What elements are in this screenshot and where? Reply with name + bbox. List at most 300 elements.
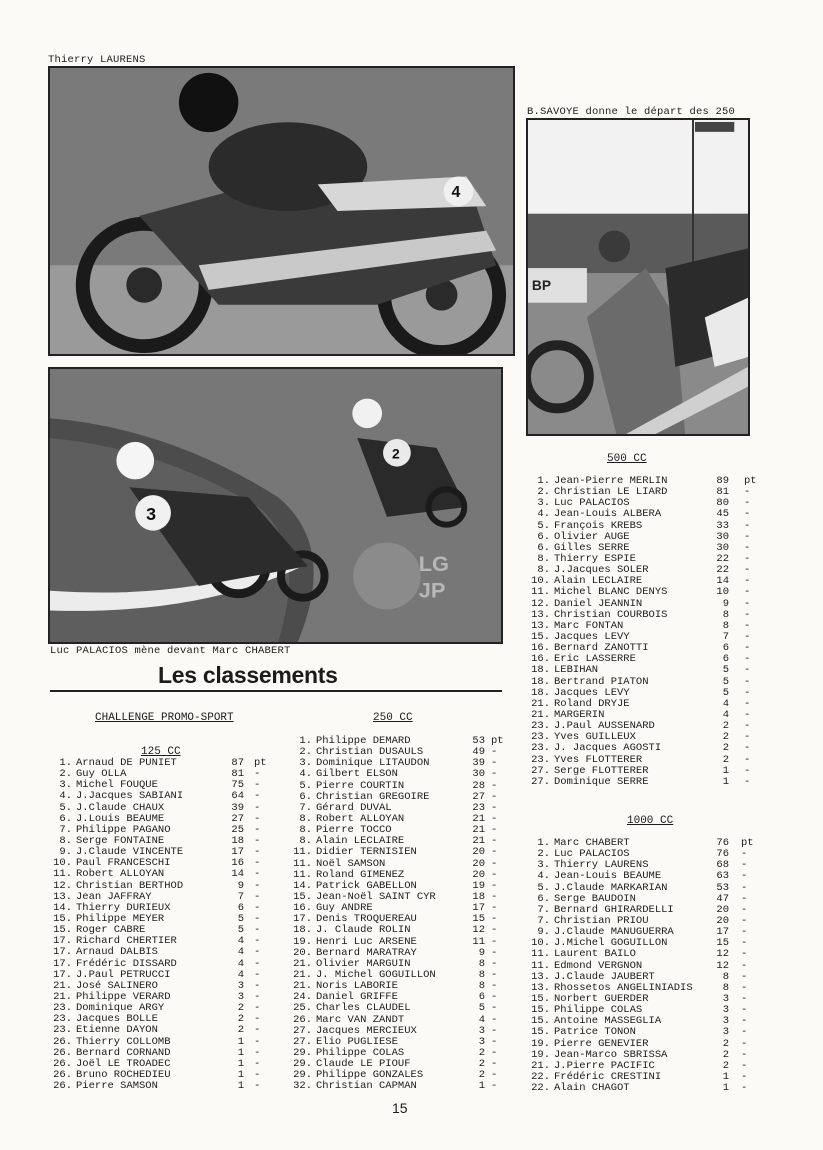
points-cell: 3 — [237, 990, 244, 1003]
unit-cell: - — [741, 859, 748, 872]
unit-cell: - — [254, 990, 261, 1003]
table-row — [526, 755, 754, 766]
points-cell: 76 — [716, 848, 729, 861]
points-cell: 22 — [716, 552, 729, 565]
unit-cell: - — [254, 912, 261, 925]
name-cell: Daniel GRIFFE — [316, 991, 398, 1004]
unit-cell: pt — [491, 735, 504, 747]
rank-cell: 7. — [537, 914, 550, 927]
race-number-4: 4 — [451, 184, 461, 202]
points-cell: 4 — [478, 1013, 485, 1026]
points-cell: 27 — [472, 790, 485, 803]
unit-cell: - — [254, 857, 261, 870]
unit-cell: - — [741, 948, 748, 961]
points-cell: 80 — [716, 497, 729, 510]
points-cell: 5 — [237, 912, 244, 925]
table-row — [288, 769, 506, 780]
name-cell: Guy OLLA — [76, 768, 127, 781]
name-cell: J.Pierre PACIFIC — [554, 1059, 655, 1072]
points-cell: 3 — [722, 1015, 729, 1028]
points-cell: 6 — [478, 991, 485, 1004]
unit-cell: - — [254, 823, 261, 836]
rank-cell: 13. — [531, 981, 550, 994]
unit-cell: - — [744, 775, 751, 788]
unit-cell: - — [254, 1024, 261, 1037]
unit-cell: - — [744, 642, 751, 655]
unit-cell: - — [741, 1004, 748, 1017]
points-cell: 3 — [722, 1004, 729, 1017]
unit-cell: - — [741, 1048, 748, 1061]
unit-cell: - — [741, 959, 748, 972]
table-row — [288, 1015, 506, 1026]
unit-cell: - — [254, 1046, 261, 1059]
unit-cell: - — [491, 890, 498, 903]
unit-cell: - — [491, 1013, 498, 1026]
name-cell: Robert ALLOYAN — [76, 868, 165, 881]
rank-cell: 17. — [53, 957, 72, 970]
results-list-1000cc — [526, 838, 754, 1094]
points-cell: 17 — [472, 902, 485, 915]
unit-cell: - — [744, 664, 751, 677]
unit-cell: - — [744, 564, 751, 577]
unit-cell: - — [254, 946, 261, 959]
points-cell: 21 — [472, 835, 485, 848]
points-cell: 3 — [237, 979, 244, 992]
points-cell: 9 — [478, 946, 485, 959]
unit-cell: - — [741, 1037, 748, 1050]
points-cell: 8 — [478, 968, 485, 981]
name-cell: Philippe VERARD — [76, 990, 171, 1003]
unit-cell: - — [491, 924, 498, 937]
name-cell: Thierry ESPIE — [554, 552, 636, 565]
points-cell: 20 — [472, 846, 485, 859]
unit-cell: - — [254, 812, 261, 825]
name-cell: Bruno ROCHEDIEU — [76, 1068, 171, 1081]
name-cell: Bernard CORNAND — [76, 1046, 171, 1059]
results-list-250cc — [288, 736, 506, 1093]
points-cell: 20 — [716, 914, 729, 927]
rank-cell: 23. — [531, 720, 550, 733]
name-cell: Alain LECLAIRE — [316, 835, 405, 848]
points-cell: 25 — [231, 823, 244, 836]
unit-cell: - — [491, 980, 498, 993]
unit-cell: - — [254, 1013, 261, 1026]
unit-cell: - — [744, 552, 751, 565]
unit-cell: - — [741, 970, 748, 983]
unit-cell: pt — [254, 757, 267, 769]
name-cell: J.Michel GOGUILLON — [554, 937, 668, 950]
rank-cell: 9. — [59, 846, 72, 859]
name-cell: J.Jacques SOLER — [554, 564, 649, 577]
unit-cell: - — [491, 1080, 498, 1093]
points-cell: 1 — [237, 1057, 244, 1070]
name-cell: Serge BAUDOIN — [554, 892, 636, 905]
rank-cell: 1. — [537, 837, 550, 849]
unit-cell: - — [491, 1024, 498, 1037]
points-cell: 6 — [722, 642, 729, 655]
heading-125cc: 125 CC — [141, 746, 181, 758]
points-cell: 14 — [716, 575, 729, 588]
unit-cell: - — [254, 890, 261, 903]
unit-cell: - — [744, 708, 751, 721]
unit-cell: - — [491, 868, 498, 881]
rank-cell: 21. — [531, 697, 550, 710]
unit-cell: - — [744, 586, 751, 599]
rank-cell: 16. — [531, 653, 550, 666]
rank-cell: 23. — [531, 742, 550, 755]
rank-cell: 15. — [531, 1004, 550, 1017]
points-cell: 12 — [716, 948, 729, 961]
unit-cell: - — [491, 779, 498, 792]
points-cell: 2 — [237, 1013, 244, 1026]
points-cell: 1 — [722, 775, 729, 788]
name-cell: Thierry LAURENS — [554, 859, 649, 872]
name-cell: J. Michel GOGUILLON — [316, 968, 436, 981]
points-cell: 5 — [722, 664, 729, 677]
name-cell: José SALINERO — [76, 979, 158, 992]
table-row — [48, 791, 268, 802]
rank-cell: 15. — [531, 992, 550, 1005]
name-cell: Philippe MEYER — [76, 912, 165, 925]
unit-cell: - — [741, 1026, 748, 1039]
points-cell: 33 — [716, 519, 729, 532]
rank-cell: 11. — [53, 868, 72, 881]
points-cell: 2 — [478, 1058, 485, 1071]
name-cell: Christian CAPMAN — [316, 1080, 417, 1093]
name-cell: Noël SAMSON — [316, 857, 386, 870]
rank-cell: 8. — [299, 835, 312, 848]
unit-cell: - — [744, 720, 751, 733]
rank-cell: 5. — [537, 881, 550, 894]
name-cell: Philippe PAGANO — [76, 823, 171, 836]
unit-cell: - — [744, 764, 751, 777]
unit-cell: - — [254, 801, 261, 814]
rank-cell: 27. — [293, 1035, 312, 1048]
unit-cell: - — [744, 697, 751, 710]
name-cell: J. Jacques AGOSTI — [554, 742, 662, 755]
page-title: Les classements — [158, 662, 338, 688]
unit-cell: - — [744, 731, 751, 744]
rank-cell: 2. — [537, 848, 550, 861]
rank-cell: 15. — [531, 1026, 550, 1039]
unit-cell: - — [491, 746, 498, 759]
unit-cell: - — [741, 926, 748, 939]
name-cell: Christian BERTHOD — [76, 879, 184, 892]
motorcycle-illustration — [50, 68, 513, 354]
name-cell: Pierre TOCCO — [316, 824, 392, 837]
name-cell: Olivier MARGUIN — [316, 957, 411, 970]
rank-cell: 19. — [293, 935, 312, 948]
rank-cell: 22. — [531, 1082, 550, 1095]
rank-cell: 17. — [293, 913, 312, 926]
table-row — [526, 777, 754, 788]
points-cell: 15 — [472, 913, 485, 926]
name-cell: Antoine MASSEGLIA — [554, 1015, 662, 1028]
name-cell: Elio PUGLIESE — [316, 1035, 398, 1048]
start-scene-illustration — [528, 120, 748, 434]
rank-cell: 17. — [53, 946, 72, 959]
table-row — [526, 871, 754, 882]
name-cell: Alain LECLAIRE — [554, 575, 643, 588]
name-cell: Etienne DAYON — [76, 1024, 158, 1037]
name-cell: Jean-Louis ALBERA — [554, 508, 662, 521]
rank-cell: 8. — [299, 824, 312, 837]
rank-cell: 3. — [299, 757, 312, 770]
rank-cell: 20. — [293, 946, 312, 959]
rank-cell: 1. — [299, 735, 312, 747]
rank-cell: 10. — [531, 575, 550, 588]
points-cell: 12 — [472, 924, 485, 937]
points-cell: 39 — [231, 801, 244, 814]
unit-cell: - — [741, 1082, 748, 1095]
unit-cell: - — [741, 848, 748, 861]
points-cell: 4 — [237, 957, 244, 970]
points-cell: 8 — [722, 970, 729, 983]
rank-cell: 26. — [53, 1080, 72, 1093]
heading-500cc: 500 CC — [607, 453, 647, 465]
rank-cell: 3. — [537, 859, 550, 872]
points-cell: 75 — [231, 779, 244, 792]
points-cell: 5 — [722, 675, 729, 688]
name-cell: J.Claude VINCENTE — [76, 846, 184, 859]
table-row — [526, 1039, 754, 1050]
unit-cell: - — [491, 946, 498, 959]
points-cell: 4 — [722, 697, 729, 710]
points-cell: 53 — [716, 881, 729, 894]
rank-cell: 4. — [299, 768, 312, 781]
points-cell: 17 — [716, 926, 729, 939]
points-cell: 1 — [722, 1082, 729, 1095]
unit-cell: - — [491, 879, 498, 892]
points-cell: 1 — [722, 764, 729, 777]
rank-cell: 8. — [537, 564, 550, 577]
points-cell: 4 — [237, 935, 244, 948]
points-cell: 2 — [722, 1059, 729, 1072]
rank-cell: 23. — [53, 1013, 72, 1026]
points-cell: 53 — [472, 735, 485, 747]
name-cell: Roger CABRE — [76, 924, 146, 937]
unit-cell: - — [254, 935, 261, 948]
name-cell: Jacques MERCIEUX — [316, 1024, 417, 1037]
unit-cell: - — [741, 892, 748, 905]
rank-cell: 27. — [293, 1024, 312, 1037]
rank-cell: 24. — [293, 991, 312, 1004]
name-cell: Denis TROQUEREAU — [316, 913, 417, 926]
points-cell: 19 — [472, 879, 485, 892]
unit-cell: - — [491, 1058, 498, 1071]
name-cell: J.Claude CHAUX — [76, 801, 165, 814]
unit-cell: - — [254, 1002, 261, 1015]
unit-cell: - — [741, 1059, 748, 1072]
unit-cell: - — [744, 753, 751, 766]
rank-cell: 21. — [531, 1059, 550, 1072]
name-cell: Philippe DEMARD — [316, 735, 411, 747]
rank-cell: 15. — [53, 912, 72, 925]
rank-cell: 1. — [59, 757, 72, 769]
name-cell: Daniel JEANNIN — [554, 597, 643, 610]
rank-cell: 29. — [293, 1058, 312, 1071]
table-row — [288, 937, 506, 948]
points-cell: 1 — [478, 1080, 485, 1093]
race-number-2: 2 — [391, 445, 400, 462]
rank-cell: 13. — [531, 608, 550, 621]
name-cell: Henri Luc ARSENE — [316, 935, 417, 948]
rank-cell: 5. — [299, 779, 312, 792]
points-cell: 9 — [237, 879, 244, 892]
name-cell: J.Jacques SABIANI — [76, 790, 184, 803]
name-cell: Christian GREGOIRE — [316, 790, 430, 803]
rank-cell: 26. — [53, 1057, 72, 1070]
name-cell: Patrick GABELLON — [316, 879, 417, 892]
unit-cell: - — [744, 630, 751, 643]
name-cell: Rhossetos ANGELINIADIS — [554, 981, 693, 994]
points-cell: 20 — [472, 857, 485, 870]
rank-cell: 26. — [53, 1046, 72, 1059]
rank-cell: 10. — [53, 857, 72, 870]
unit-cell: - — [744, 742, 751, 755]
name-cell: Yves FLOTTERER — [554, 753, 643, 766]
unit-cell: - — [254, 901, 261, 914]
rank-cell: 13. — [53, 890, 72, 903]
points-cell: 11 — [472, 935, 485, 948]
name-cell: Olivier AUGE — [554, 530, 630, 543]
unit-cell: - — [491, 1035, 498, 1048]
name-cell: J.Paul PETRUCCI — [76, 968, 171, 981]
rank-cell: 17. — [53, 935, 72, 948]
name-cell: Eric LASSERRE — [554, 653, 636, 666]
rank-cell: 15. — [531, 1015, 550, 1028]
unit-cell: pt — [741, 837, 754, 849]
points-cell: 7 — [237, 890, 244, 903]
unit-cell: - — [254, 790, 261, 803]
photo-caption-savoye: B.SAVOYE donne le départ des 250 — [527, 106, 736, 118]
name-cell: Jean JAFFRAY — [76, 890, 152, 903]
name-cell: Pierre COURTIN — [316, 779, 405, 792]
unit-cell: - — [744, 486, 751, 499]
unit-cell: - — [491, 857, 498, 870]
name-cell: Paul FRANCESCHI — [76, 857, 171, 870]
points-cell: 2 — [722, 742, 729, 755]
unit-cell: - — [254, 1057, 261, 1070]
rank-cell: 4. — [537, 870, 550, 883]
points-cell: 45 — [716, 508, 729, 521]
points-cell: 76 — [716, 837, 729, 849]
rank-cell: 2. — [299, 746, 312, 759]
unit-cell: - — [491, 1046, 498, 1059]
points-cell: 8 — [722, 981, 729, 994]
name-cell: Frédéric DISSARD — [76, 957, 177, 970]
name-cell: Patrice TONON — [554, 1026, 636, 1039]
race-illustration — [50, 369, 501, 642]
unit-cell: - — [744, 608, 751, 621]
rank-cell: 29. — [293, 1069, 312, 1082]
name-cell: Jean-Marco SBRISSA — [554, 1048, 668, 1061]
rank-cell: 8. — [537, 552, 550, 565]
name-cell: Marc FONTAN — [554, 619, 624, 632]
unit-cell: - — [741, 1070, 748, 1083]
photo-caption-laurens: Thierry LAURENS — [48, 54, 146, 66]
unit-cell: - — [254, 1080, 261, 1093]
table-row — [526, 949, 754, 960]
rank-cell: 11. — [531, 959, 550, 972]
rank-cell: 17. — [53, 968, 72, 981]
unit-cell: - — [491, 1069, 498, 1082]
points-cell: 17 — [231, 846, 244, 859]
points-cell: 4 — [237, 968, 244, 981]
rank-cell: 18. — [531, 686, 550, 699]
rank-cell: 11. — [531, 948, 550, 961]
unit-cell: - — [491, 957, 498, 970]
unit-cell: - — [741, 937, 748, 950]
unit-cell: - — [491, 902, 498, 915]
points-cell: 4 — [722, 708, 729, 721]
name-cell: Jean-Pierre MERLIN — [554, 475, 668, 487]
rank-cell: 32. — [293, 1080, 312, 1093]
unit-cell: - — [491, 801, 498, 814]
points-cell: 22 — [716, 564, 729, 577]
points-cell: 30 — [472, 768, 485, 781]
name-cell: Arnaud DE PUNIET — [76, 757, 177, 769]
rank-cell: 5. — [537, 519, 550, 532]
rank-cell: 15. — [293, 890, 312, 903]
points-cell: 20 — [472, 868, 485, 881]
points-cell: 1 — [237, 1046, 244, 1059]
points-cell: 12 — [716, 959, 729, 972]
points-cell: 1 — [237, 1068, 244, 1081]
name-cell: Thierry COLLOMB — [76, 1035, 171, 1048]
unit-cell: - — [254, 924, 261, 937]
points-cell: 6 — [722, 653, 729, 666]
points-cell: 49 — [472, 746, 485, 759]
rank-cell: 6. — [537, 530, 550, 543]
rank-cell: 16. — [293, 902, 312, 915]
name-cell: Edmond VERGNON — [554, 959, 643, 972]
rank-cell: 9. — [537, 926, 550, 939]
unit-cell: - — [491, 835, 498, 848]
race-number-3: 3 — [146, 503, 157, 524]
points-cell: 7 — [722, 630, 729, 643]
points-cell: 28 — [472, 779, 485, 792]
points-cell: 18 — [472, 890, 485, 903]
photo-savoye-start — [526, 118, 750, 436]
name-cell: Marc VAN ZANDT — [316, 1013, 405, 1026]
table-row — [526, 677, 754, 688]
rank-cell: 21. — [293, 980, 312, 993]
rank-cell: 21. — [293, 968, 312, 981]
points-cell: 21 — [472, 812, 485, 825]
unit-cell: - — [491, 757, 498, 770]
name-cell: Serge FLOTTERER — [554, 764, 649, 777]
table-row — [48, 869, 268, 880]
unit-cell: - — [254, 1035, 261, 1048]
unit-cell: - — [741, 870, 748, 883]
unit-cell: - — [741, 914, 748, 927]
points-cell: 8 — [478, 957, 485, 970]
table-row — [526, 665, 754, 676]
rank-cell: 12. — [53, 879, 72, 892]
points-cell: 1 — [237, 1080, 244, 1093]
unit-cell: - — [744, 686, 751, 699]
points-cell: 23 — [472, 801, 485, 814]
unit-cell: - — [491, 991, 498, 1004]
unit-cell: - — [744, 675, 751, 688]
points-cell: 18 — [231, 834, 244, 847]
points-cell: 20 — [716, 903, 729, 916]
name-cell: Yves GUILLEUX — [554, 731, 636, 744]
name-cell: Bernard ZANOTTI — [554, 642, 649, 655]
unit-cell: - — [491, 913, 498, 926]
table-row — [526, 587, 754, 598]
